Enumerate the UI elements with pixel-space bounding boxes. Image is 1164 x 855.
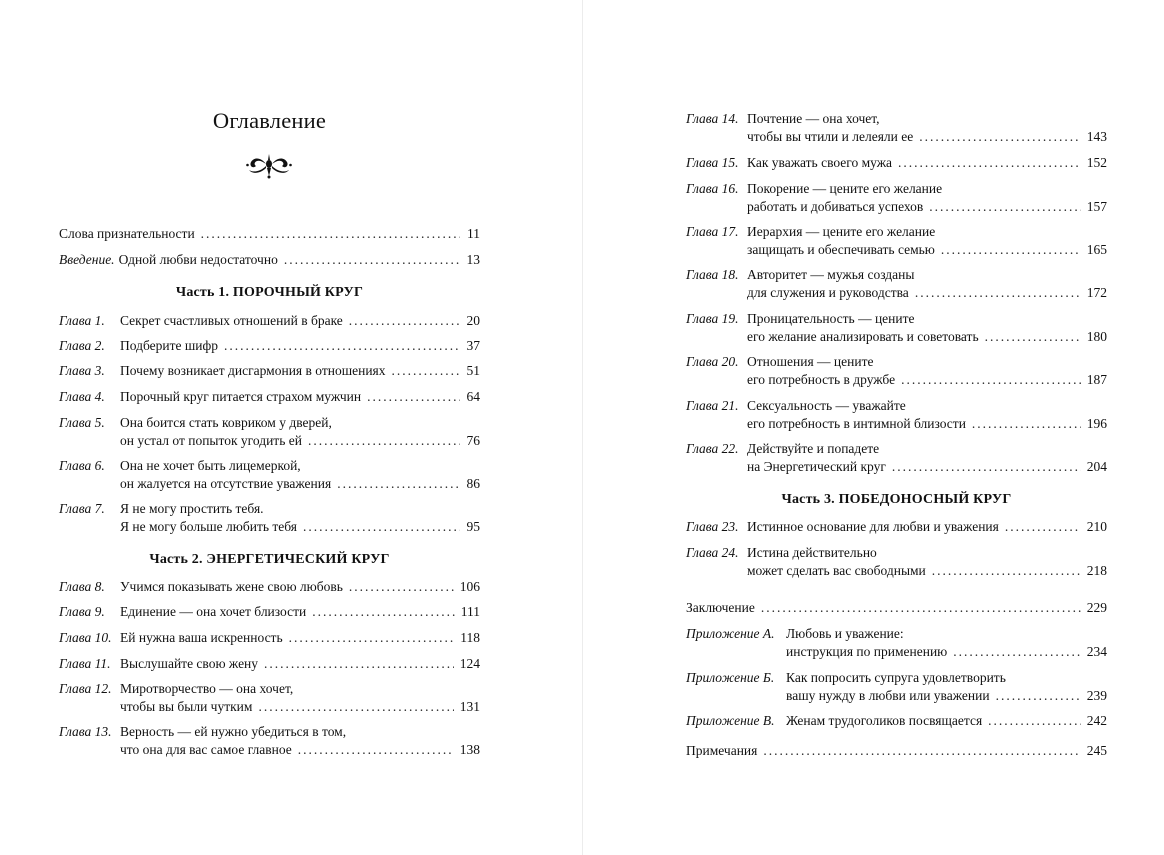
entry-title: Авторитет — мужья созданы [747,267,915,282]
page-number: 138 [459,742,480,757]
leader-dots [264,655,454,673]
leader-dots [349,578,454,596]
entry-title: Она боится стать ковриком у дверей, [120,415,332,430]
leader-dots [337,475,460,493]
entry-label: Глава 3. [59,363,105,378]
leader-dots [312,603,455,621]
entry-label: Глава 15. [686,155,739,170]
entry-title-cont: на Энергетический круг [747,459,886,474]
toc-entry[interactable] [686,223,1107,259]
entry-title: Я не могу простить тебя. [120,501,264,516]
entry-title-cont: инструкция по применению [786,644,948,659]
leader-dots [303,518,460,536]
entry-title: Проницательность — цените [747,311,915,326]
toc-entry[interactable] [686,712,1107,730]
toc-entry[interactable] [686,110,1107,146]
toc-entry[interactable] [59,414,480,450]
page-number: 64 [466,389,480,404]
entry-title: Ей нужна ваша искренность [120,630,283,645]
entry-title-cont: может сделать вас свободными [747,563,926,578]
part-heading: Часть 1. ПОРОЧНЫЙ КРУГ [175,285,364,300]
entry-title: Единение — она хочет близости [120,604,307,619]
toc-entry[interactable] [59,723,480,759]
toc-entry[interactable] [686,180,1107,216]
page-number: 118 [460,630,480,645]
entry-title-cont: он устал от попыток угодить ей [120,433,302,448]
page-number: 51 [466,363,480,378]
page-title: Оглавление [212,108,327,133]
right-page [686,0,1107,855]
page-number: 131 [459,699,480,714]
leader-dots [985,328,1081,346]
page-number: 180 [1086,329,1107,344]
leader-dots [972,415,1081,433]
leader-dots [915,284,1081,302]
entry-title: Она не хочет быть лицемеркой, [120,458,301,473]
entry-label: Глава 12. [59,681,112,696]
entry-title: Женам трудоголиков посвящается [786,713,983,728]
page-number: 106 [459,579,480,594]
entry-title-cont: чтобы вы чтили и лелеяли ее [747,129,914,144]
entry-title: Истина действительно [747,545,877,560]
page-number: 37 [466,338,480,353]
page-number: 204 [1086,459,1107,474]
toc-entry[interactable] [686,154,1107,172]
page-number: 20 [466,313,480,328]
entry-label: Глава 9. [59,604,105,619]
page-number: 157 [1086,199,1107,214]
entry-title: Действуйте и попадете [747,441,880,456]
page-fold [582,0,583,855]
leader-dots [298,741,454,759]
leader-dots [988,712,1081,730]
entry-title-cont: вашу нужду в любви или уважении [786,688,990,703]
entry-title-cont: его потребность в интимной близости [747,416,966,431]
toc-entry[interactable] [59,629,480,647]
toc-entry[interactable] [59,225,480,243]
leader-dots [898,154,1081,172]
entry-label: Глава 22. [686,441,739,456]
entry-label: Глава 17. [686,224,739,239]
toc-entry[interactable] [59,251,480,269]
toc-entry[interactable] [686,353,1107,389]
entry-label: Приложение В. [686,713,775,728]
page-number: 239 [1086,688,1107,703]
leader-dots [284,251,460,269]
page-number: 245 [1086,743,1107,758]
leader-dots [201,225,460,243]
page-number: 218 [1086,563,1107,578]
entry-label: Введение. [59,252,115,267]
toc-entry[interactable] [686,599,1107,617]
toc-entry[interactable] [59,337,480,355]
entry-label: Глава 20. [686,354,739,369]
toc-entry[interactable] [59,362,480,380]
entry-title: Как попросить супруга удовлетворить [786,670,1006,685]
entry-title: Выслушайте свою жену [120,656,259,671]
toc-entry[interactable] [59,578,480,596]
entry-label: Глава 21. [686,398,739,413]
toc-entry[interactable] [686,440,1107,476]
leader-dots [919,128,1081,146]
leader-dots [763,742,1080,760]
entry-title-cont: работать и добиваться успехов [747,199,924,214]
leader-dots [349,312,460,330]
leader-dots [996,687,1081,705]
page-number: 86 [466,476,480,491]
page-number: 165 [1086,242,1107,257]
leader-dots [224,337,460,355]
leader-dots [929,198,1081,216]
entry-label: Глава 4. [59,389,105,404]
page-number: 111 [460,604,480,619]
page-number: 11 [467,226,480,241]
entry-label: Глава 18. [686,267,739,282]
leader-dots [761,599,1081,617]
page-number: 124 [459,656,480,671]
entry-label: Приложение Б. [686,670,775,685]
toc-entry[interactable] [686,518,1107,536]
entry-title-cont: защищать и обеспечивать семью [747,242,935,257]
leader-dots [392,362,460,380]
page-number: 196 [1086,416,1107,431]
entry-label: Глава 24. [686,545,739,560]
entry-title: Секрет счастливых отношений в браке [120,313,343,328]
entry-label: Глава 14. [686,111,739,126]
entry-title-cont: Я не могу больше любить тебя [120,519,298,534]
toc-entry[interactable] [686,266,1107,302]
leader-dots [953,643,1080,661]
leader-dots [258,698,453,716]
part-heading: Часть 2. ЭНЕРГЕТИЧЕСКИЙ КРУГ [149,552,390,567]
part-heading: Часть 3. ПОБЕДОНОСНЫЙ КРУГ [781,492,1012,507]
entry-label: Глава 5. [59,415,105,430]
leader-dots [901,371,1081,389]
toc-entry[interactable] [686,669,1107,705]
page-number: 229 [1086,600,1107,615]
toc-entry[interactable] [59,388,480,406]
leader-dots [289,629,455,647]
leader-dots [367,388,460,406]
entry-label: Глава 2. [59,338,105,353]
toc-entry[interactable] [686,397,1107,433]
toc-entry[interactable] [59,500,480,536]
entry-title: Любовь и уважение: [786,626,904,641]
entry-title: Слова признательности [59,226,195,241]
entry-title: Подберите шифр [120,338,219,353]
entry-title-cont: его потребность в дружбе [747,372,896,387]
page-number: 95 [466,519,480,534]
entry-title: Порочный круг питается страхом мужчин [120,389,362,404]
entry-label: Глава 7. [59,501,105,516]
toc-entry[interactable] [686,544,1107,580]
entry-title: Заключение [686,600,755,615]
entry-title: Почтение — она хочет, [747,111,880,126]
entry-title-cont: для служения и руководства [747,285,909,300]
page-number: 210 [1086,519,1107,534]
toc-entry[interactable] [59,655,480,673]
entry-title-cont: чтобы вы были чутким [120,699,253,714]
page-number: 76 [466,433,480,448]
entry-title: Примечания [686,743,758,758]
entry-label: Приложение А. [686,626,775,641]
entry-label: Глава 11. [59,656,111,671]
toc-entry[interactable] [59,680,480,716]
entry-label: Глава 6. [59,458,105,473]
toc-entry[interactable] [59,312,480,330]
entry-label: Глава 23. [686,519,739,534]
entry-title: Учимся показывать жене свою любовь [120,579,343,594]
toc-entry[interactable] [686,625,1107,661]
entry-title: Верность — ей нужно убедиться в том, [120,724,347,739]
page-number: 143 [1086,129,1107,144]
page-number: 152 [1086,155,1107,170]
entry-title: Как уважать своего мужа [747,155,893,170]
entry-title: Истинное основание для любви и уважения [747,519,999,534]
entry-title-cont: что она для вас самое главное [120,742,292,757]
entry-title: Сексуальность — уважайте [747,398,906,413]
entry-title: Покорение — цените его желание [747,181,943,196]
toc-entry[interactable] [59,457,480,493]
entry-title: Почему возникает дисгармония в отношениях [120,363,386,378]
toc-entry[interactable] [686,310,1107,346]
leader-dots [308,432,460,450]
page-number: 234 [1086,644,1107,659]
entry-title: Миротворчество — она хочет, [120,681,294,696]
entry-title: Отношения — цените [747,354,874,369]
toc-entry[interactable] [59,603,480,621]
page-number: 187 [1086,372,1107,387]
entry-title: Иерархия — цените его желание [747,224,936,239]
entry-label: Глава 8. [59,579,105,594]
left-page [59,0,480,855]
entry-label: Глава 10. [59,630,112,645]
entry-title: Одной любви недостаточно [118,252,278,267]
page-number: 13 [466,252,480,267]
page-number: 242 [1086,713,1107,728]
entry-label: Глава 13. [59,724,112,739]
leader-dots [932,562,1081,580]
entry-label: Глава 19. [686,311,739,326]
page-number: 172 [1086,285,1107,300]
leader-dots [1005,518,1081,536]
leader-dots [941,241,1081,259]
entry-label: Глава 16. [686,181,739,196]
fleuron-icon [245,151,293,181]
toc-entry[interactable] [686,742,1107,760]
entry-title-cont: его желание анализировать и советовать [747,329,979,344]
entry-title-cont: он жалуется на отсутствие уважения [120,476,332,491]
leader-dots [892,458,1081,476]
entry-label: Глава 1. [59,313,105,328]
